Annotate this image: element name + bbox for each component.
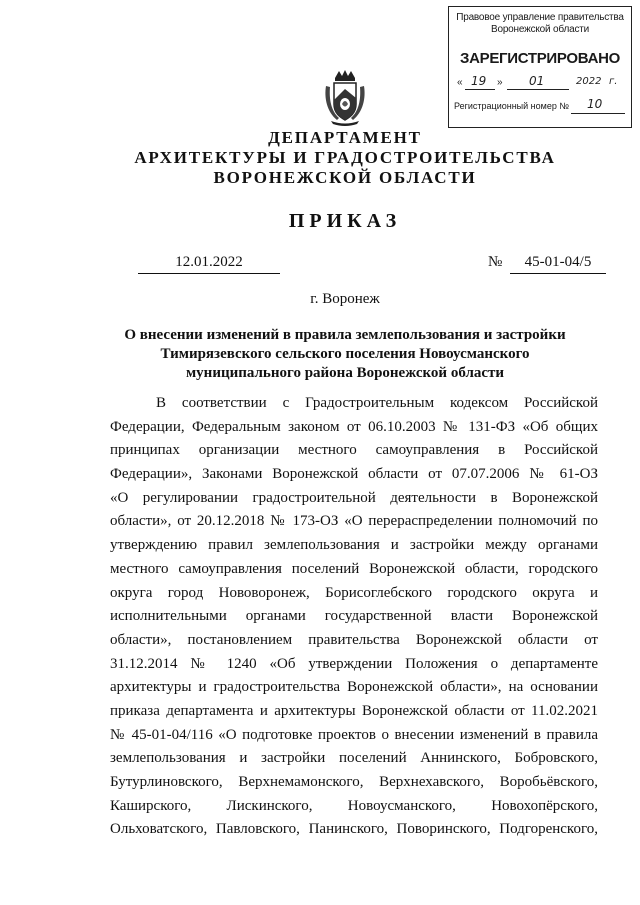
- order-number-label: №: [488, 254, 503, 270]
- order-date: 12.01.2022: [138, 254, 280, 274]
- body-line: исполнительными органами государственной власти Воронежской: [110, 608, 598, 625]
- stamp-date-year: 2022: [576, 76, 602, 87]
- stamp-date-day: 19: [471, 74, 487, 88]
- body-line: В соответствии с Градостроительным кодексом Российской: [156, 395, 598, 411]
- body-line: № 45-01-04/116 «О подготовке проектов о внесении изменений в правила: [110, 726, 598, 743]
- stamp-reg-label: Регистрационный номер №: [454, 101, 570, 111]
- body-line: Ольховатского, Павловского, Панинского, Поворинского, Подгоренского,: [110, 821, 598, 838]
- stamp-date: [449, 74, 631, 93]
- department-header: [120, 128, 570, 188]
- coat-of-arms-icon: [323, 68, 367, 126]
- body-line: области», постановлением правительства Воронежской области от: [110, 631, 598, 648]
- stamp-reg: [449, 97, 631, 115]
- body-line: области», от 20.12.2018 № 173-ОЗ «О перераспределении полномочий по: [110, 513, 598, 530]
- body-line: землепользования и застройки поселений Аннинского, Бобровского,: [110, 750, 598, 767]
- stamp-title: ЗАРЕГИСТРИРОВАНО: [459, 50, 621, 67]
- stamp-reg-number: 10: [587, 97, 603, 111]
- body-line: округа город Нововоронеж, Борисоглебского городского округа и: [110, 584, 598, 601]
- subject-line: муниципального района Воронежской области: [185, 365, 505, 381]
- body-line: утверждению правил землепользования и застройки между органами: [110, 537, 598, 554]
- city: г. Воронеж: [310, 291, 380, 307]
- stamp-date-open-quote: «: [457, 77, 463, 88]
- subject-line: О внесении изменений в правила землепользования и застройки: [124, 327, 566, 343]
- body-line: Бутурлиновского, Верхнемамонского, Верхнехавского, Воробьёвского,: [110, 774, 598, 790]
- body-line: архитектуры и градостроительства Воронежской области», на основании: [110, 679, 598, 696]
- dept-line2: АРХИТЕКТУРЫ И ГРАДОСТРОИТЕЛЬСТВА: [134, 148, 556, 167]
- body-line: Федерации», Законами Воронежской области от 07.07.2006 № 61-ОЗ: [110, 466, 598, 483]
- body-line: Федерации, Федеральным законом от 06.10.2003 № 131-ФЗ «Об общих: [110, 418, 598, 435]
- order-subject: [108, 326, 582, 383]
- stamp-date-month: 01: [529, 74, 545, 88]
- stamp-org: [449, 12, 631, 36]
- dept-line1: ДЕПАРТАМЕНТ: [268, 128, 422, 147]
- body-line: «О регулировании градостроительной деятельности в Воронежской: [110, 489, 598, 506]
- body-line: Каширского, Лискинского, Новоусманского, Новохопёрского,: [110, 797, 598, 814]
- dept-line3: ВОРОНЕЖСКОЙ ОБЛАСТИ: [213, 168, 477, 187]
- document-type-title: ПРИКАЗ: [288, 210, 402, 232]
- body-line: принципах организации местного самоуправления в Российской: [110, 442, 598, 459]
- order-body-text: [110, 392, 598, 842]
- order-number: 45-01-04/5: [510, 254, 606, 274]
- stamp-date-close-quote: »: [497, 77, 503, 88]
- stamp-org-line1: Правовое управление правительства: [456, 12, 624, 23]
- body-line: приказа департамента и архитектуры Воронежской области от 11.02.2021: [110, 702, 598, 719]
- stamp-date-year-suffix: г.: [609, 76, 618, 87]
- body-line: 31.12.2014 № 1240 «Об утверждении Положения о департаменте: [110, 655, 598, 672]
- body-line: местного самоуправления поселений Воронежской области, городского: [110, 560, 598, 577]
- subject-line: Тимирязевского сельского поселения Новоусманского: [160, 346, 530, 362]
- registration-stamp: [448, 6, 632, 128]
- stamp-org-line2: Воронежской области: [490, 24, 590, 35]
